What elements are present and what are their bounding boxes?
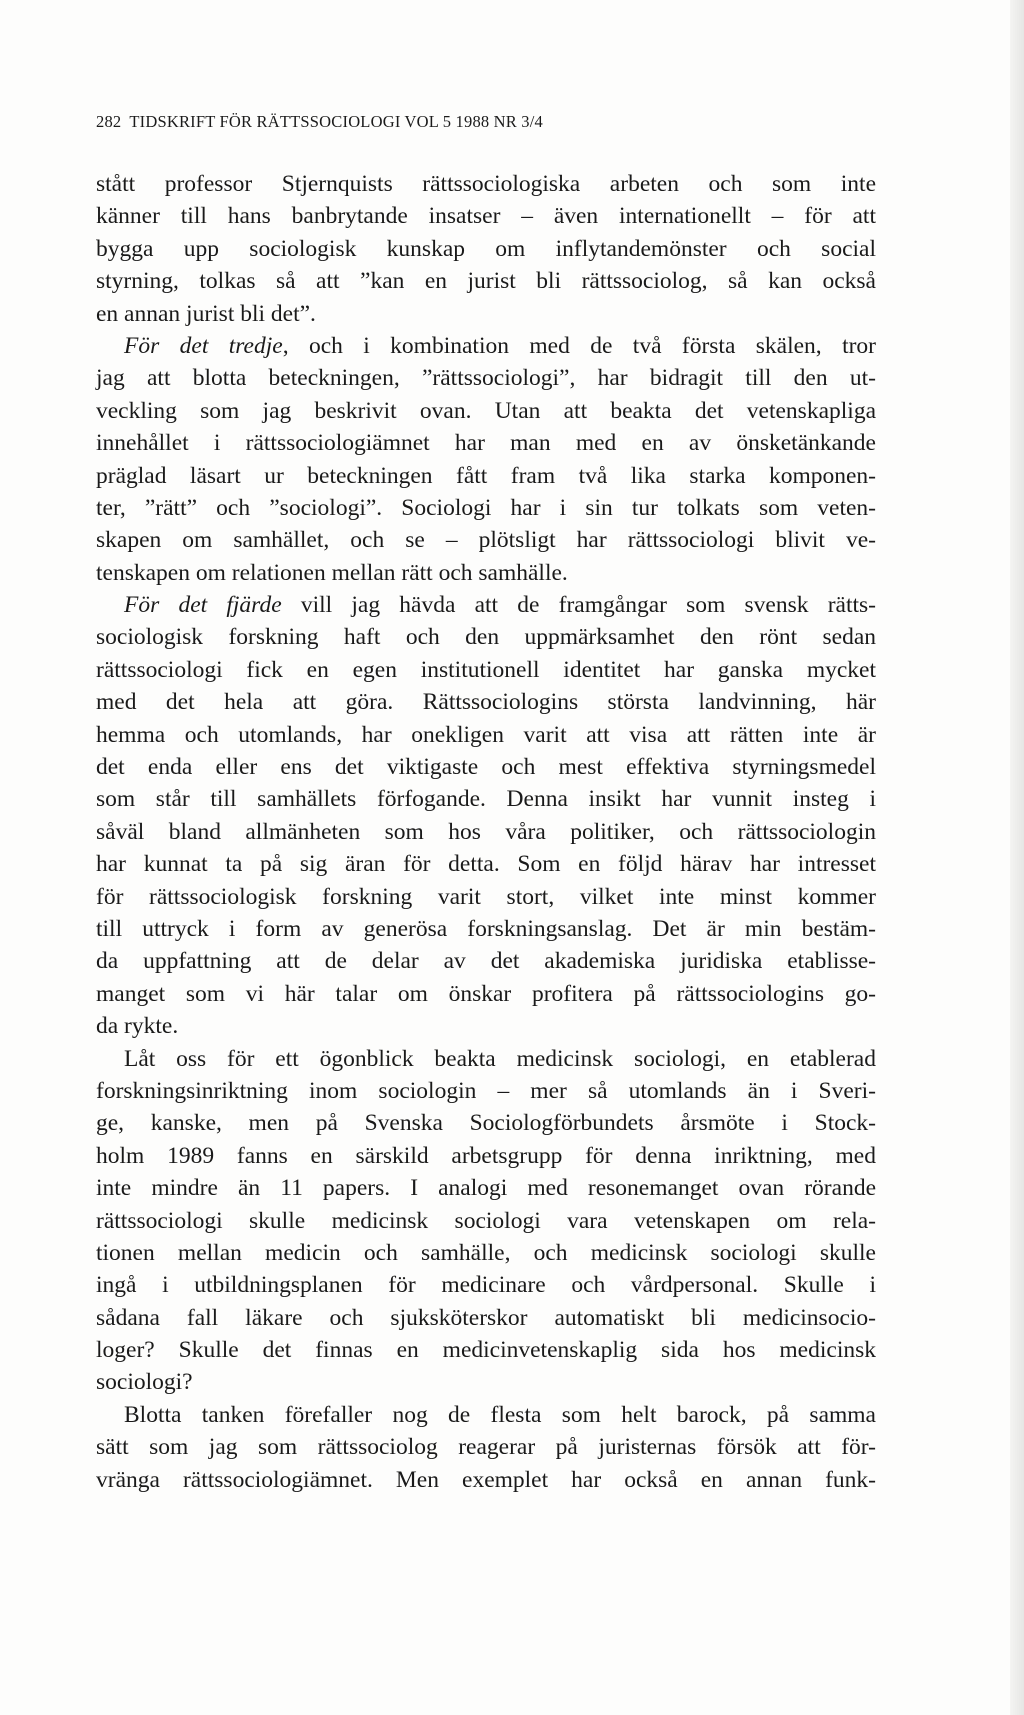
text-line: rättssociologi fick en egen institutionell identitet har ganska mycket (96, 656, 876, 683)
journal-title: TIDSKRIFT FÖR RÄTTSSOCIOLOGI VOL 5 1988 NR 3/4 (129, 112, 543, 131)
text-line: sociologi? (96, 1369, 193, 1396)
text-line: Låt oss för ett ögonblick beakta medicinsk sociologi, en etablerad (124, 1045, 876, 1072)
text-line: loger? Skulle det finnas en medicinvetenskaplig sida hos medicinsk (96, 1337, 876, 1364)
text-line: sådana fall läkare och sjuksköterskor automatiskt bli medicinsocio- (96, 1304, 876, 1331)
text-line: Blotta tanken förefaller nog de flesta som helt barock, på samma (124, 1401, 876, 1428)
text-fragment: vill jag hävda att de framgångar som svensk rätts- (281, 592, 876, 619)
text-line: för rättssociologisk forskning varit stort, vilket inte minst kommer (96, 883, 876, 910)
text-line: sociologisk forskning haft och den uppmärksamhet den rönt sedan (96, 624, 876, 651)
text-line: känner till hans banbrytande insatser – även internationellt – för att (96, 203, 876, 230)
text-line: jag att blotta beteckningen, ”rättssociologi”, har bidragit till den ut- (96, 365, 876, 392)
text-line: som står till samhällets förfogande. Denna insikt har vunnit insteg i (96, 786, 876, 813)
text-line: inte mindre än 11 papers. I analogi med resonemanget ovan rörande (96, 1175, 876, 1202)
text-fragment: , och i kombination med de två första skälen, tror (282, 332, 877, 359)
text-line: ingå i utbildningsplanen för medicinare och vårdpersonal. Skulle i (96, 1272, 876, 1299)
text-line: veckling som jag beskrivit ovan. Utan att beakta det vetenskapliga (96, 397, 876, 424)
text-line: tionen mellan medicin och samhälle, och medicinsk sociologi skulle (96, 1239, 876, 1266)
text-line: till uttryck i form av generösa forskningsanslag. Det är min bestäm- (96, 915, 876, 942)
text-line: manget som vi här talar om önskar profitera på rättssociologins go- (96, 980, 876, 1007)
text-line: präglad läsart ur beteckningen fått fram två lika starka komponen- (96, 462, 876, 489)
text-line: vränga rättssociologiämnet. Men exemplet har också en annan funk- (96, 1466, 876, 1493)
text-line (96, 330, 876, 362)
text-line: stått professor Stjernquists rättssociologiska arbeten och som inte (96, 171, 876, 197)
text-line: en annan jurist bli det”. (96, 300, 316, 327)
text-line: ge, kanske, men på Svenska Sociologförbundets årsmöte i Stock- (96, 1110, 876, 1137)
text-line: styrning, tolkas så att ”kan en jurist bli rättssociolog, så kan också (96, 268, 876, 295)
text-line: bygga upp sociologisk kunskap om inflytandemönster och social (96, 235, 876, 262)
text-line: forskningsinriktning inom sociologin – mer så utomlands än i Sveri- (96, 1077, 876, 1104)
text-line: skapen om samhället, och se – plötsligt har rättssociologi blivit ve- (96, 527, 876, 554)
page-edge-shadow (1010, 0, 1024, 1715)
text-line: da rykte. (96, 1013, 179, 1040)
text-line: innehållet i rättssociologiämnet har man med en av önsketänkande (96, 430, 876, 457)
text-line: sätt som jag som rättssociolog reagerar på juristernas försök att för- (96, 1434, 876, 1461)
text-line: med det hela att göra. Rättssociologins största landvinning, här (96, 689, 876, 716)
running-head (96, 112, 543, 132)
text-line: da uppfattning att de delar av det akademiska juridiska etablisse- (96, 948, 876, 975)
text-line: det enda eller ens det viktigaste och mest effektiva styrningsmedel (96, 754, 876, 781)
italic-phrase: För det tredje (124, 332, 283, 359)
text-line: holm 1989 fanns en särskild arbetsgrupp för denna inriktning, med (96, 1142, 876, 1169)
italic-phrase: För det fjärde (124, 592, 282, 619)
text-line: hemma och utomlands, har onekligen varit att visa att rätten inte är (96, 721, 876, 748)
text-line: har kunnat ta på sig äran för detta. Som en följd härav har intresset (96, 851, 876, 878)
text-line: tenskapen om relationen mellan rätt och samhälle. (96, 559, 568, 586)
text-line: såväl bland allmänheten som hos våra politiker, och rättssociologin (96, 818, 876, 845)
page-number: 282 (96, 112, 122, 131)
text-line: rättssociologi skulle medicinsk sociologi vara vetenskapen om rela- (96, 1207, 876, 1234)
text-line (96, 589, 876, 621)
body-text (96, 168, 876, 1496)
text-line: ter, ”rätt” och ”sociologi”. Sociologi har i sin tur tolkats som veten- (96, 494, 876, 521)
